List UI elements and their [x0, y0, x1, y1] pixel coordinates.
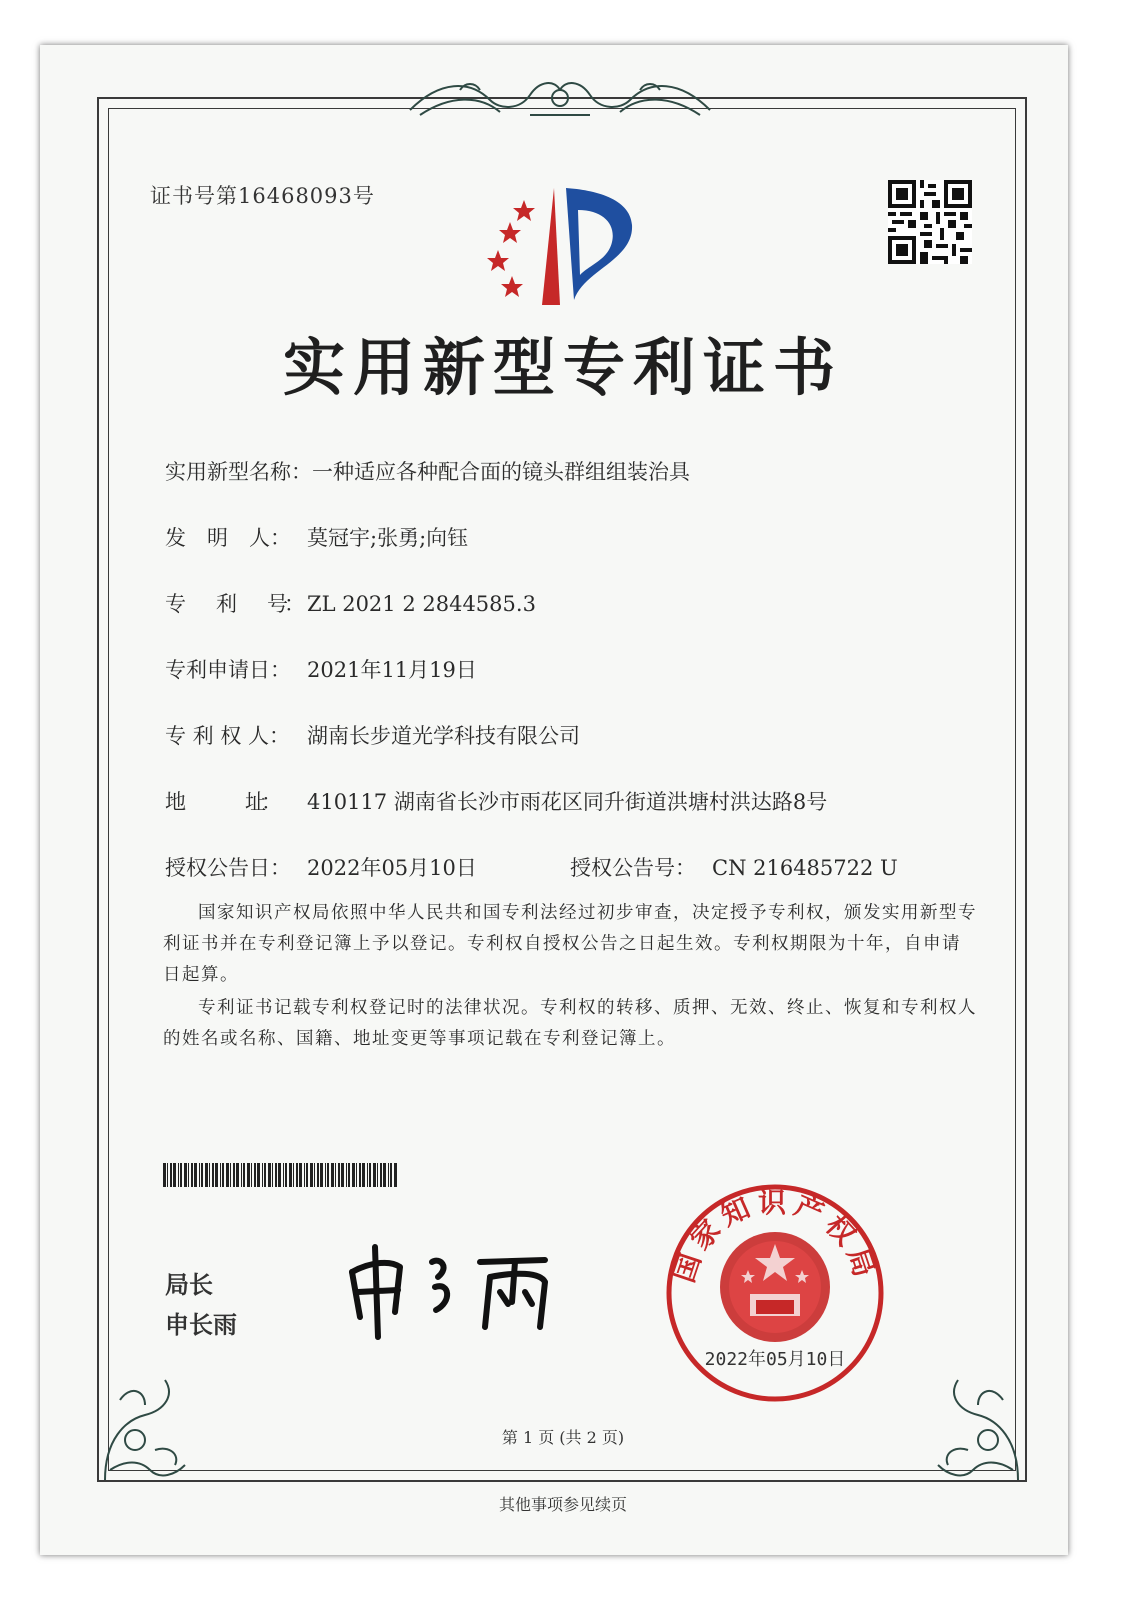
- barcode-bar: [348, 1163, 350, 1187]
- grant-number-field: [570, 852, 898, 882]
- qr-code: [888, 180, 972, 264]
- patentee-field: [165, 720, 580, 750]
- barcode-bar: [394, 1163, 397, 1187]
- patentee-label: 专 利 权 人：: [165, 724, 291, 748]
- certificate-title: 实用新型专利证书: [282, 331, 843, 404]
- barcode-bar: [264, 1163, 266, 1187]
- utility-model-name-field: [165, 456, 690, 486]
- barcode-bar: [170, 1163, 172, 1187]
- barcode-bar: [293, 1163, 294, 1187]
- inventor-field: [165, 522, 468, 552]
- bottom-left-ornament: [95, 1360, 215, 1485]
- barcode: [163, 1163, 398, 1187]
- application-date-label: 专利申请日：: [165, 658, 291, 682]
- barcode-bar: [278, 1163, 281, 1187]
- utility-model-name-value: 一种适应各种配合面的镜头群组组装治具: [312, 460, 690, 484]
- barcode-bar: [352, 1163, 355, 1187]
- barcode-bar: [369, 1163, 371, 1187]
- barcode-bar: [359, 1163, 361, 1187]
- barcode-bar: [296, 1163, 298, 1187]
- director-name: 申长雨: [165, 1311, 237, 1339]
- barcode-bar: [325, 1163, 326, 1187]
- barcode-bar: [254, 1163, 256, 1187]
- barcode-bar: [233, 1163, 235, 1187]
- grant-date-label: 授权公告日：: [165, 856, 291, 880]
- barcode-bar: [209, 1163, 210, 1187]
- grant-date-value: 2022年05月10日: [307, 856, 477, 880]
- barcode-bar: [320, 1163, 323, 1187]
- barcode-bar: [327, 1163, 329, 1187]
- barcode-bar: [338, 1163, 340, 1187]
- barcode-bar: [317, 1163, 319, 1187]
- barcode-bar: [356, 1163, 357, 1187]
- address-value: 410117 湖南省长沙市雨花区同升街道洪塘村洪达路8号: [307, 790, 828, 814]
- barcode-bar: [188, 1163, 189, 1187]
- patentee-value: 湖南长步道光学科技有限公司: [307, 724, 580, 748]
- barcode-bar: [262, 1163, 263, 1187]
- barcode-bar: [236, 1163, 239, 1187]
- grant-date-field: [165, 852, 477, 882]
- legal-status-paragraph: 专利证书记载专利权登记时的法律状况。专利权的转移、质押、无效、终止、恢复和专利权人的姓名或名称、国籍、地址变更等事项记载在专利登记簿上。: [163, 998, 977, 1049]
- barcode-bar: [243, 1163, 245, 1187]
- barcode-bar: [283, 1163, 284, 1187]
- barcode-bar: [205, 1163, 208, 1187]
- barcode-bar: [346, 1163, 347, 1187]
- barcode-bar: [310, 1163, 313, 1187]
- barcode-bar: [247, 1163, 250, 1187]
- director-title: 局长: [165, 1271, 213, 1299]
- page-indicator: 第 1 页 (共 2 页): [501, 1428, 625, 1447]
- barcode-bar: [180, 1163, 182, 1187]
- seal-arc-text: 国家知识产权局: [667, 1186, 883, 1287]
- barcode-bar: [373, 1163, 376, 1187]
- barcode-bar: [314, 1163, 315, 1187]
- barcode-bar: [377, 1163, 378, 1187]
- inventor-value: 莫冠宇;张勇;向钰: [307, 526, 469, 550]
- director-signature: [340, 1232, 570, 1342]
- application-date-value: 2021年11月19日: [307, 658, 477, 682]
- barcode-bar: [272, 1163, 273, 1187]
- barcode-bar: [199, 1163, 200, 1187]
- barcode-bar: [212, 1163, 214, 1187]
- utility-model-name-label: 实用新型名称：: [165, 460, 312, 484]
- barcode-bar: [268, 1163, 271, 1187]
- grant-number-label: 授权公告号：: [570, 856, 696, 880]
- barcode-bar: [173, 1163, 176, 1187]
- barcode-bar: [163, 1163, 166, 1187]
- patent-number-field: [165, 588, 536, 618]
- barcode-bar: [230, 1163, 231, 1187]
- barcode-bar: [362, 1163, 365, 1187]
- barcode-bar: [383, 1163, 386, 1187]
- official-seal: [664, 1182, 886, 1404]
- barcode-bar: [184, 1163, 187, 1187]
- barcode-bar: [335, 1163, 336, 1187]
- barcode-bar: [341, 1163, 344, 1187]
- grant-number-value: CN 216485722 U: [712, 856, 898, 880]
- barcode-bar: [251, 1163, 252, 1187]
- bottom-right-ornament: [908, 1360, 1028, 1485]
- barcode-bar: [285, 1163, 287, 1187]
- barcode-bar: [201, 1163, 203, 1187]
- patent-number-value: ZL 2021 2 2844585.3: [307, 592, 536, 616]
- application-date-field: [165, 654, 477, 684]
- grant-statement-paragraph: 国家知识产权局依照中华人民共和国专利法经过初步审查，决定授予专利权，颁发实用新型专利证书并在专利登记簿上予以登记。专利权自授权公告之日起生效。专利权期限为十年，自申请日起算。: [163, 903, 977, 985]
- barcode-bar: [194, 1163, 197, 1187]
- barcode-bar: [306, 1163, 308, 1187]
- barcode-bar: [331, 1163, 334, 1187]
- seal-date: 2022年05月10日: [704, 1349, 846, 1370]
- barcode-bar: [220, 1163, 221, 1187]
- barcode-bar: [226, 1163, 229, 1187]
- top-ornament: [400, 70, 720, 130]
- patent-number-label: 专 利 号：: [165, 592, 301, 616]
- barcode-bar: [191, 1163, 193, 1187]
- barcode-bar: [275, 1163, 277, 1187]
- barcode-bar: [380, 1163, 382, 1187]
- barcode-bar: [289, 1163, 292, 1187]
- barcode-bar: [388, 1163, 389, 1187]
- certificate-number: 证书号第16468093号: [150, 184, 375, 208]
- address-field: [165, 786, 827, 816]
- barcode-bar: [299, 1163, 302, 1187]
- barcode-bar: [178, 1163, 179, 1187]
- barcode-bar: [167, 1163, 168, 1187]
- barcode-bar: [390, 1163, 392, 1187]
- continuation-note: 其他事项参见续页: [498, 1495, 627, 1514]
- barcode-bar: [367, 1163, 368, 1187]
- barcode-bar: [241, 1163, 242, 1187]
- inventor-label: 发 明 人：: [165, 526, 291, 550]
- address-label: 地 址：: [165, 790, 277, 814]
- barcode-bar: [215, 1163, 218, 1187]
- cnipa-logo: [474, 180, 644, 310]
- barcode-bar: [257, 1163, 260, 1187]
- barcode-bar: [304, 1163, 305, 1187]
- barcode-bar: [222, 1163, 224, 1187]
